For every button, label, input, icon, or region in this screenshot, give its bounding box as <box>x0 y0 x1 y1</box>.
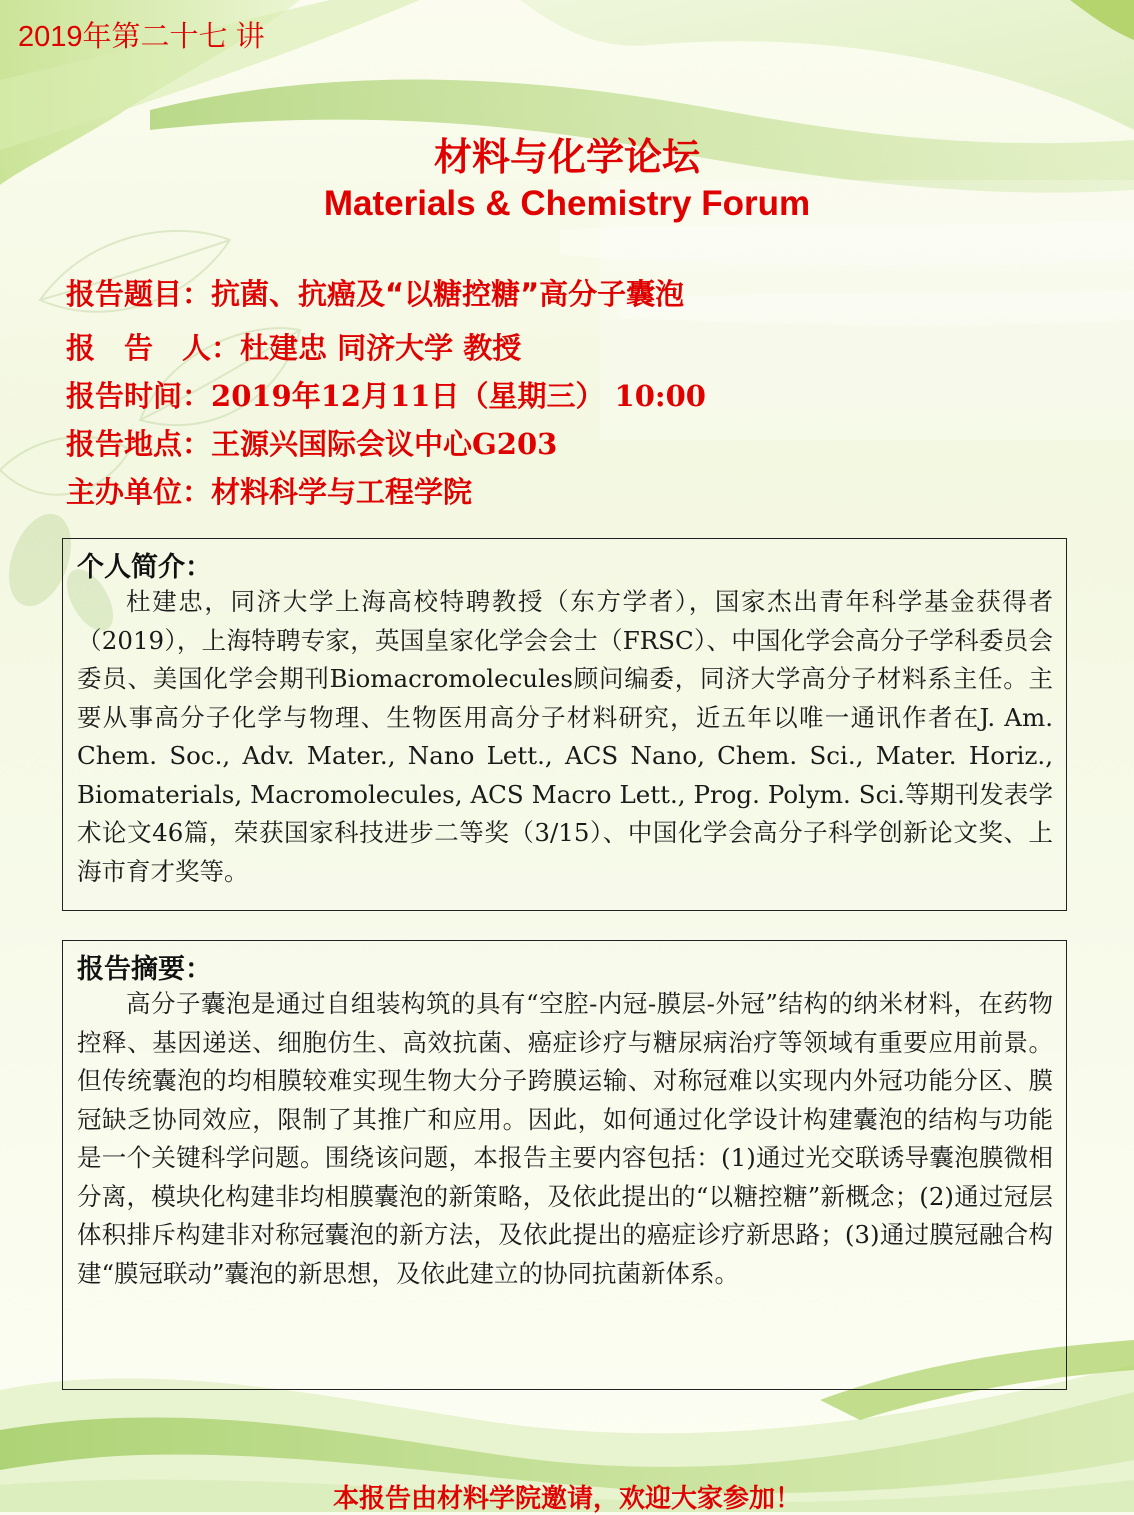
topic-label: 报告题目： <box>66 277 212 311</box>
forum-title-cn: 材料与化学论坛 <box>433 135 700 179</box>
bio-text: 杜建忠，同济大学上海高校特聘教授（东方学者），国家杰出青年科学基金获得者（2019），上海特聘专家，英国皇家化学会会士（FRSC）、中国化学会高分子学科委员会委员、美国化学会期刊Biomacromolecules顾问编委，同济大学高分子材料系主任。主要从事高分子化学与物理、生物医用高分子材料研究，近五年以唯一通讯作者在J. Am. Chem. Soc., Adv. Mater., Nano Lett., ACS Nano, Chem. Sci., Mater. Horiz., Biomaterials, Macromolecules, ACS Macro Lett., Prog. Polym. Sci.等期刊发表学术论文46篇，荣获国家科技进步二等奖（3/15）、中国化学会高分子科学创新论文奖、上海市育才奖等。 <box>77 587 1053 886</box>
info-host <box>66 470 472 511</box>
place-label: 报告地点： <box>66 427 212 461</box>
invitation-note: 本报告由材料学院邀请，欢迎大家参加！ <box>332 1484 801 1514</box>
host-label: 主办单位： <box>66 475 212 509</box>
forum-title-en: Materials & Chemistry Forum <box>323 184 811 223</box>
bio-box <box>62 538 1067 911</box>
info-speaker <box>66 326 521 367</box>
info-place <box>66 422 557 463</box>
time-label: 报告时间： <box>66 379 212 413</box>
time-value: 2019年12月11日（星期三） 10:00 <box>211 379 706 413</box>
host-value: 材料科学与工程学院 <box>211 475 473 509</box>
abstract-title: 报告摘要： <box>77 954 212 985</box>
place-value: 王源兴国际会议中心G203 <box>211 427 558 461</box>
topic-value: 抗菌、抗癌及“以糖控糖”高分子囊泡 <box>211 277 685 311</box>
speaker-value: 杜建忠 同济大学 教授 <box>240 331 522 365</box>
speaker-label: 报 告 人： <box>66 331 241 365</box>
info-topic <box>66 272 684 313</box>
lecture-series-label: 2019年第二十七 讲 <box>18 21 265 53</box>
info-time <box>66 374 706 415</box>
abstract-text: 高分子囊泡是通过自组装构筑的具有“空腔-内冠-膜层-外冠”结构的纳米材料，在药物控释、基因递送、细胞仿生、高效抗菌、癌症诊疗与糖尿病治疗等领域有重要应用前景。但传统囊泡的均相膜较难实现生物大分子跨膜运输、对称冠难以实现内外冠功能分区、膜冠缺乏协同效应，限制了其推广和应用。因此，如何通过化学设计构建囊泡的结构与功能是一个关键科学问题。围绕该问题，本报告主要内容包括：(1)通过光交联诱导囊泡膜微相分离，模块化构建非均相膜囊泡的新策略，及依此提出的“以糖控糖”新概念；(2)通过冠层体积排斥构建非对称冠囊泡的新方法，及依此提出的癌症诊疗新思路；(3)通过膜冠融合构建“膜冠联动”囊泡的新思想，及依此建立的协同抗菌新体系。 <box>77 989 1053 1288</box>
abstract-box <box>62 940 1067 1390</box>
bio-title: 个人简介： <box>77 552 212 583</box>
